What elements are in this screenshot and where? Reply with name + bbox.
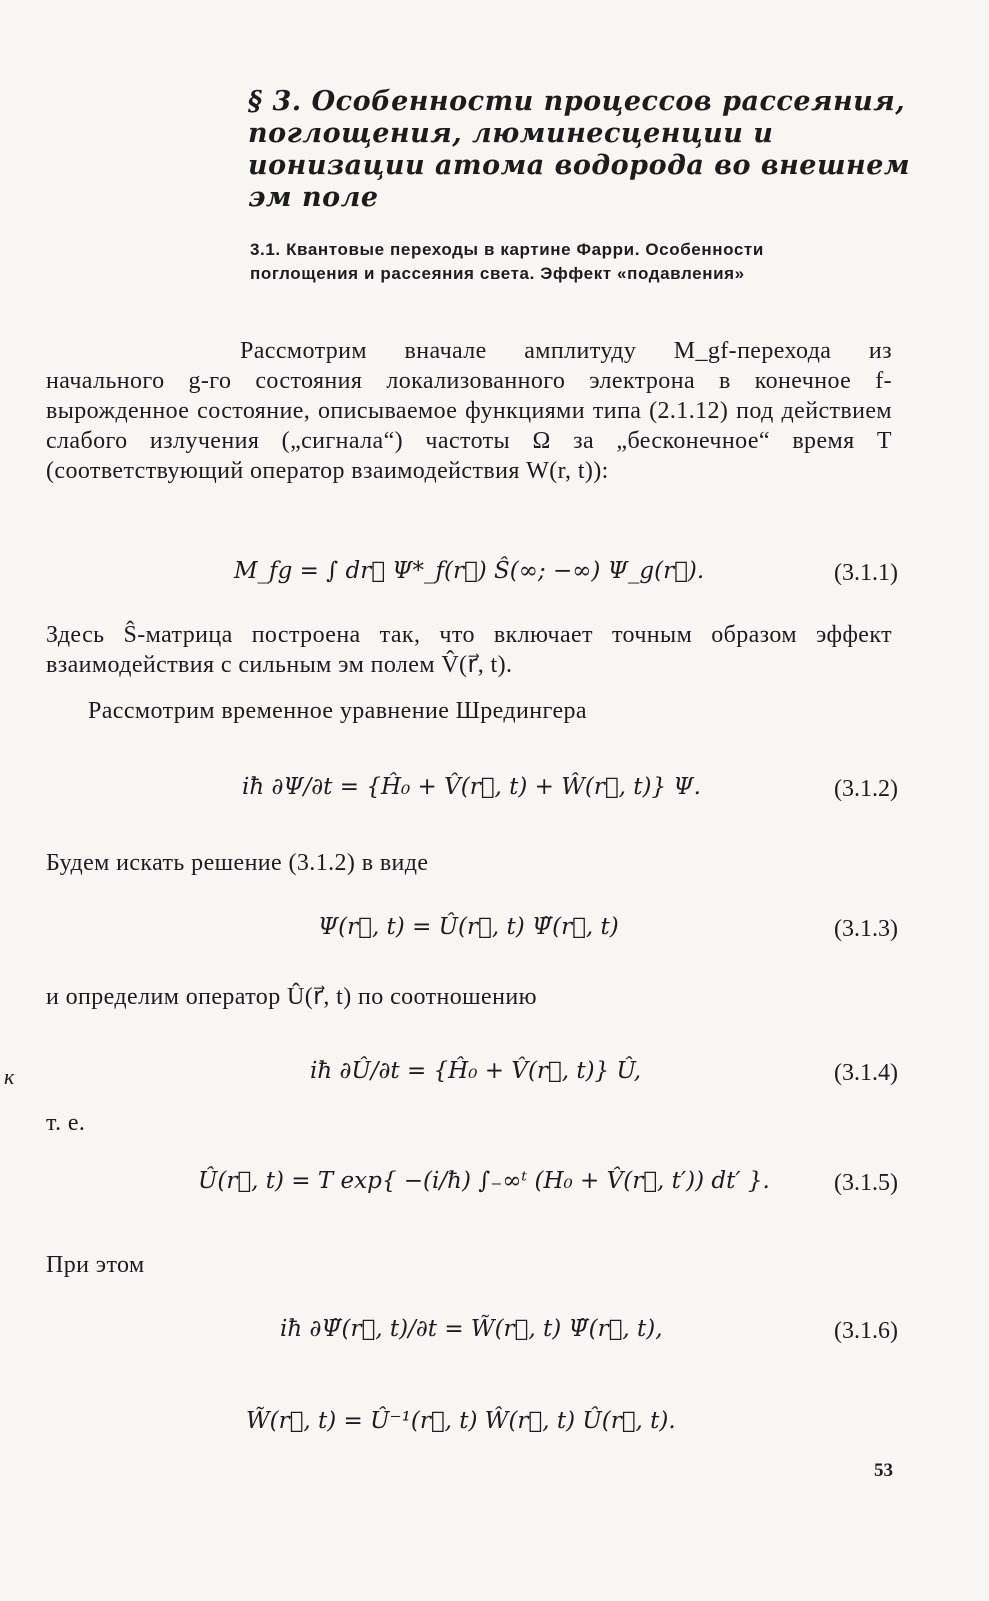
- equation-number: (3.1.4): [834, 1060, 898, 1086]
- equation-3-1-4: [46, 1048, 898, 1104]
- equation-3-1-6: [46, 1306, 898, 1362]
- equation-3-1-5: [46, 1158, 898, 1214]
- paragraph-s-matrix: Здесь Ŝ-матрица построена так, что включает точным образом эффект взаимодействия с сильным эм полем V̂(r⃗, t).: [46, 622, 892, 678]
- equation-3-1-3: [46, 904, 898, 960]
- paragraph-schrodinger: Рассмотрим временное уравнение Шредингера: [88, 698, 587, 724]
- equation-w-tilde: [46, 1398, 898, 1454]
- equation-formula: iħ ∂Û/∂t = {Ĥ₀ + V̂(r⃗, t)} Û,: [310, 1058, 642, 1084]
- equation-formula: iħ ∂Ψ̃(r⃗, t)/∂t = W̃(r⃗, t) Ψ̃(r⃗, t),: [280, 1316, 663, 1342]
- page-number: 53: [874, 1460, 893, 1481]
- equation-3-1-2: [46, 764, 898, 820]
- equation-number: (3.1.3): [834, 916, 898, 942]
- equation-number: (3.1.1): [834, 560, 898, 586]
- equation-formula: Ψ(r⃗, t) = Û(r⃗, t) Ψ̃(r⃗, t): [318, 914, 619, 940]
- paragraph-intro: Рассмотрим вначале амплитуду M_gf-перехода из начального g-го состояния локализованного электрона в конечное f-вырожденное состояние, описываемое функциями типа (2.1.12) под действием слабого излучения („сигнала“) частоты Ω за „бесконечное“ время T (соответствующий оператор взаимодействия W(r, t)):: [46, 338, 892, 484]
- equation-formula: Û(r⃗, t) = T exp{ −(i/ħ) ∫₋∞ᵗ (H₀ + V̂(r⃗, t′)) dt′ }.: [198, 1168, 770, 1194]
- subsection-title: 3.1. Квантовые переходы в картине Фарри. Особенности поглощения и рассеяния света. Эффект «подавления»: [250, 240, 764, 283]
- paragraph-ie: т. е.: [46, 1110, 86, 1136]
- equation-number: (3.1.2): [834, 776, 898, 802]
- equation-formula: iħ ∂Ψ/∂t = {Ĥ₀ + V̂(r⃗, t) + Ŵ(r⃗, t)} Ψ.: [242, 774, 701, 800]
- equation-number: (3.1.6): [834, 1318, 898, 1344]
- equation-3-1-1: [46, 548, 898, 604]
- margin-mark: к: [4, 1064, 15, 1089]
- paragraph-seek-solution: Будем искать решение (3.1.2) в виде: [46, 850, 429, 876]
- equation-formula: W̃(r⃗, t) = Û⁻¹(r⃗, t) Ŵ(r⃗, t) Û(r⃗, t).: [246, 1408, 676, 1434]
- section-title: § 3. Особенности процессов рассеяния, поглощения, люминесценции и ионизации атома водорода во внешнем эм поле: [248, 86, 911, 213]
- equation-formula: M_fg = ∫ dr⃗ Ψ*_f(r⃗) Ŝ(∞; −∞) Ψ_g(r⃗).: [234, 558, 705, 584]
- paragraph-define-operator: и определим оператор Û(r⃗, t) по соотношению: [46, 984, 537, 1010]
- equation-number: (3.1.5): [834, 1170, 898, 1196]
- paragraph-in-this-case: При этом: [46, 1252, 145, 1278]
